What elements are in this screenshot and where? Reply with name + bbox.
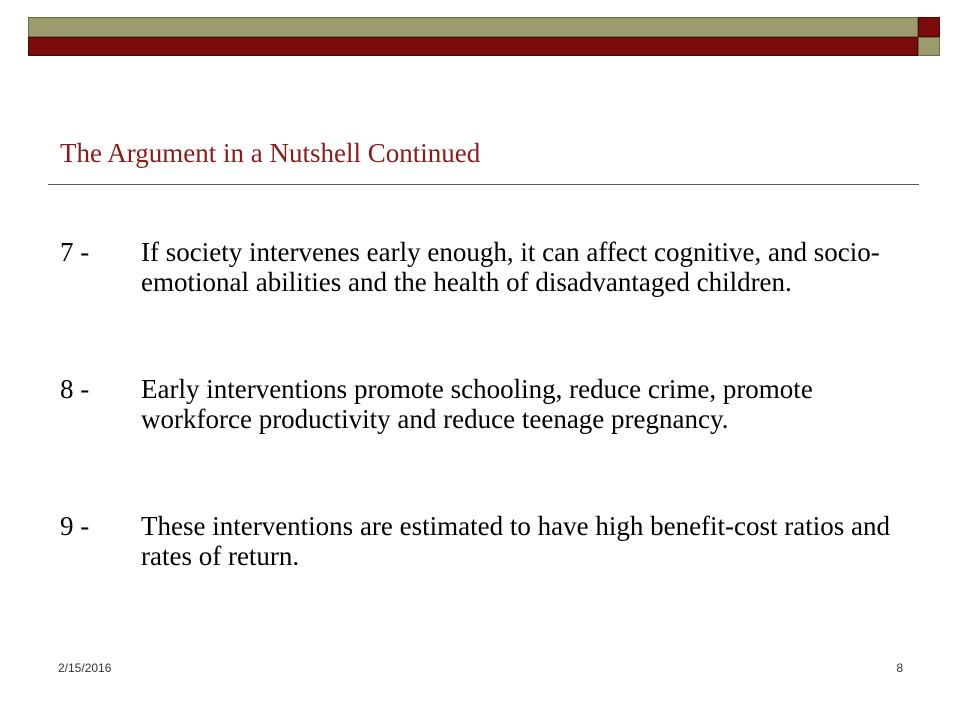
header-corner-olive: [918, 37, 940, 56]
title-divider: [48, 184, 919, 185]
header-band-maroon: [28, 37, 918, 56]
list-item: [60, 237, 920, 297]
list-item-text: If society intervenes early enough, it can affect cognitive, and socio-emotional abilities and the health of disadvantaged children.: [141, 237, 880, 297]
list-item-text: These interventions are estimated to have high benefit-cost ratios and rates of return.: [141, 511, 890, 571]
list-item-text: Early interventions promote schooling, reduce crime, promote workforce productivity and reduce teenage pregnancy.: [141, 374, 813, 434]
header-band-olive: [28, 17, 918, 37]
list-item-number: 7 -: [60, 237, 90, 267]
list-item: [60, 511, 920, 571]
header-corner-maroon: [918, 17, 940, 37]
list-item-number: 9 -: [60, 511, 90, 541]
list-item: [60, 374, 920, 434]
slide-title: The Argument in a Nutshell Continued: [60, 138, 481, 168]
footer-date: 2/15/2016: [58, 661, 112, 675]
list-item-number: 8 -: [60, 374, 90, 404]
footer-page-number: 8: [896, 661, 903, 675]
